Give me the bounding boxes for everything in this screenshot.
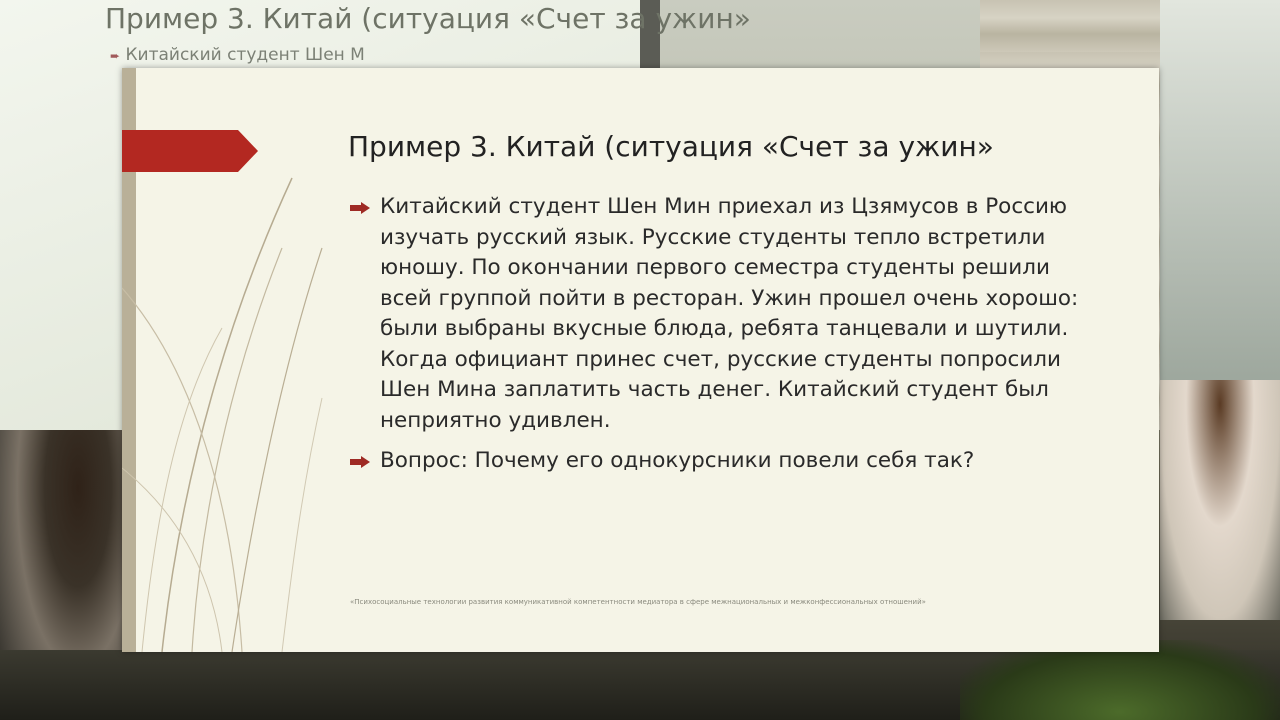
projected-title: Пример 3. Китай (ситуация «Счет за ужин»: [105, 2, 751, 35]
presentation-slide: [122, 68, 1159, 652]
bullet-item: [350, 446, 1090, 477]
bullet-arrow-icon: [350, 202, 370, 214]
audience-right: [1160, 380, 1280, 620]
projected-bullet-icon: ➨: [110, 49, 121, 63]
title-arrow-icon: [122, 130, 258, 172]
bullet-text: Китайский студент Шен Мин приехал из Цзямусов в Россию изучать русский язык. Русские студенты тепло встретили юношу. По окончании первого семестра студенты решили всей группой пойти в ресторан. Ужин прошел очень хорошо: были выбраны вкусные блюда, ребята танцевали и шутили. Когда официант принес счет, русские студенты попросили Шен Мина заплатить часть денег. Китайский студент был неприятно удивлен.: [380, 194, 1079, 433]
window: [1160, 0, 1280, 400]
slide-title: Пример 3. Китай (ситуация «Счет за ужин»: [348, 130, 994, 163]
plant: [960, 640, 1280, 720]
bullet-arrow-icon: [350, 456, 370, 468]
bullet-list: [350, 192, 1090, 487]
slide-footer: «Психосоциальные технологии развития коммуникативной компетентности медиатора в сфере межнациональных и межконфессиональных отношений»: [350, 598, 926, 606]
bullet-item: [350, 192, 1090, 436]
projected-bullet-text: Китайский студент Шен М: [125, 45, 365, 65]
bullet-text: Вопрос: Почему его однокурсники повели себя так?: [380, 448, 975, 473]
projected-bullet: [110, 45, 365, 65]
